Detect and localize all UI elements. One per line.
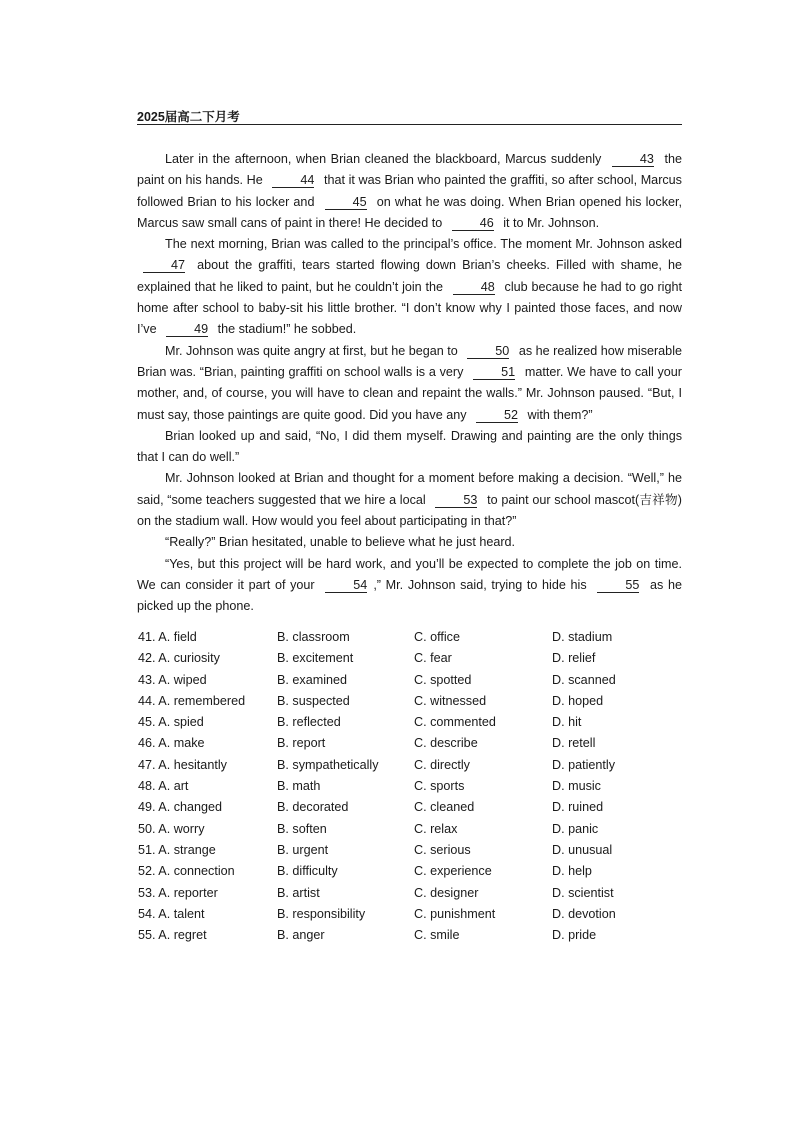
option-choice: B. sympathetically <box>277 757 379 772</box>
option-row <box>138 715 698 736</box>
answer-blank: 49 <box>166 322 208 337</box>
exam-title: 2025届高二下月考 <box>137 110 240 124</box>
passage-text: to paint our school mascot(吉祥物) on the stadium wall. How would you feel about participating in that?” <box>137 492 682 529</box>
option-choice: B. soften <box>277 821 327 836</box>
passage-text: Later in the afternoon, when Brian cleaned the blackboard, Marcus suddenly <box>165 152 606 166</box>
option-choice: B. classroom <box>277 630 350 644</box>
option-row <box>138 779 698 800</box>
option-choice: C. witnessed <box>414 693 487 708</box>
option-choice: D. retell <box>552 736 596 751</box>
option-choice: C. smile <box>414 928 460 943</box>
answer-blank: 50 <box>467 344 509 359</box>
option-choice: C. fear <box>414 651 452 666</box>
option-row <box>138 822 698 843</box>
option-choice: D. pride <box>552 928 597 943</box>
option-row <box>138 843 698 864</box>
option-choice: 43. A. wiped <box>138 672 207 687</box>
option-choice: C. cleaned <box>414 800 475 815</box>
option-choice: 46. A. make <box>138 736 205 751</box>
answer-blank: 54 <box>325 578 367 593</box>
option-choice: C. relax <box>414 821 458 836</box>
passage-paragraph <box>137 554 682 618</box>
passage-text: it to Mr. Johnson. <box>499 215 600 230</box>
passage-text: Brian looked up and said, “No, I did them myself. Drawing and painting are the only things that I can do well.” <box>137 428 682 465</box>
option-row <box>138 630 698 651</box>
option-choice: B. decorated <box>277 800 349 815</box>
passage-text: “Really?” Brian hesitated, unable to believe what he just heard. <box>165 535 516 550</box>
passage-text: with them?” <box>524 407 593 422</box>
option-choice: B. artist <box>277 885 320 900</box>
passage-text: as he picked up the phone. <box>137 577 683 614</box>
answer-blank: 52 <box>476 408 518 423</box>
passage-paragraph <box>137 532 682 553</box>
option-choice: 47. A. hesitantly <box>138 757 227 772</box>
option-row <box>138 736 698 757</box>
option-choice: D. patiently <box>552 757 615 772</box>
option-choice: 48. A. art <box>138 779 189 794</box>
option-choice: C. serious <box>414 842 471 857</box>
passage-text: that it was Brian who painted the graffiti, so after school, Marcus followed Brian to his locker and <box>137 173 682 209</box>
passage-text: the stadium!” he sobbed. <box>214 322 357 337</box>
option-choice: B. anger <box>277 928 325 943</box>
passage-paragraph <box>137 426 682 469</box>
option-choice: B. urgent <box>277 842 329 857</box>
option-choice: B. report <box>277 736 326 751</box>
option-choice: 52. A. connection <box>138 864 235 879</box>
option-choice: 45. A. spied <box>138 715 204 730</box>
answer-blank: 46 <box>452 216 494 231</box>
option-choice: 53. A. reporter <box>138 885 218 900</box>
option-row <box>138 758 698 779</box>
option-choice: C. designer <box>414 885 479 900</box>
passage-paragraph <box>137 468 682 532</box>
option-row <box>138 864 698 885</box>
passage-text: “Yes, but this project will be hard work, and you’ll be expected to complete the job on time. We can consider it part of your <box>137 556 682 592</box>
option-choice: 51. A. strange <box>138 842 216 857</box>
answer-blank: 47 <box>143 258 185 273</box>
option-choice: C. office <box>414 630 460 644</box>
option-choice: B. examined <box>277 672 348 687</box>
option-choice: D. help <box>552 864 592 879</box>
option-choice: B. math <box>277 779 321 794</box>
option-choice: B. responsibility <box>277 906 366 921</box>
option-choice: C. describe <box>414 736 478 751</box>
option-choice: C. directly <box>414 757 470 772</box>
passage-text: Mr. Johnson looked at Brian and thought for a moment before making a decision. “Well,” he said, “some teachers suggested that we hire a local <box>137 471 682 507</box>
option-choice: C. punishment <box>414 906 496 921</box>
page-header <box>137 107 682 125</box>
option-choice: 50. A. worry <box>138 821 205 836</box>
option-choice: C. sports <box>414 779 465 794</box>
option-choice: 44. A. remembered <box>138 693 246 708</box>
passage-text: The next morning, Brian was called to the principal’s office. The moment Mr. Johnson asked <box>165 237 682 252</box>
option-choice: D. scientist <box>552 885 614 900</box>
option-choice: D. panic <box>552 821 599 836</box>
option-choice: 42. A. curiosity <box>138 651 220 666</box>
option-row <box>138 651 698 672</box>
option-row <box>138 928 698 949</box>
passage-text: ,” Mr. Johnson said, trying to hide his <box>373 577 592 592</box>
passage-text: as he realized how miserable Brian was. “Brian, painting graffiti on school walls is a very <box>137 343 682 379</box>
answer-blank: 43 <box>612 152 654 167</box>
option-choice: D. stadium <box>552 630 613 644</box>
option-choice: D. music <box>552 779 601 794</box>
answer-blank: 45 <box>325 195 367 210</box>
header-rule <box>137 124 682 125</box>
option-choice: D. relief <box>552 651 596 666</box>
option-choice: B. difficulty <box>277 864 338 879</box>
option-choice: D. hoped <box>552 693 604 708</box>
option-choice: C. experience <box>414 864 492 879</box>
passage-text: matter. We have to call your mother, and, of course, you will have to clean and repaint the walls.” Mr. Johnson paused. “But, I must say, those paintings are quite good. Did you have any <box>137 364 683 422</box>
passage-paragraph <box>137 149 682 234</box>
option-row <box>138 907 698 928</box>
answer-options <box>138 630 698 949</box>
option-row <box>138 673 698 694</box>
passage-text: the paint on his hands. He <box>137 152 682 188</box>
answer-blank: 48 <box>453 280 495 295</box>
option-choice: B. excitement <box>277 651 354 666</box>
option-choice: D. hit <box>552 715 582 730</box>
passage-paragraph <box>137 341 682 426</box>
answer-blank: 55 <box>597 578 639 593</box>
option-choice: D. unusual <box>552 842 613 857</box>
option-choice: D. ruined <box>552 800 604 815</box>
passage-text: club because he had to go right home after school to baby-sit his little brother. “I don’t know why I painted those faces, and now I’ve <box>137 279 682 337</box>
answer-blank: 53 <box>435 493 477 508</box>
passage-text: Mr. Johnson was quite angry at first, but he began to <box>165 343 462 358</box>
option-choice: C. commented <box>414 715 496 730</box>
option-row <box>138 694 698 715</box>
option-choice: 54. A. talent <box>138 906 205 921</box>
option-choice: B. suspected <box>277 693 350 708</box>
option-row <box>138 800 698 821</box>
option-choice: 55. A. regret <box>138 928 207 943</box>
option-row <box>138 886 698 907</box>
passage-text: about the graffiti, tears started flowing down Brian’s cheeks. Filled with shame, he explained that he liked to paint, but he couldn’t join the <box>137 258 682 294</box>
cloze-passage <box>137 149 682 618</box>
passage-paragraph <box>137 234 682 340</box>
answer-blank: 44 <box>272 173 314 188</box>
option-choice: 49. A. changed <box>138 800 223 815</box>
answer-blank: 51 <box>473 365 515 380</box>
option-choice: C. spotted <box>414 672 472 687</box>
option-choice: B. reflected <box>277 715 341 730</box>
option-choice: D. scanned <box>552 672 616 687</box>
option-choice: D. devotion <box>552 906 616 921</box>
option-choice: 41. A. field <box>138 630 197 644</box>
passage-text: on what he was doing. When Brian opened his locker, Marcus saw small cans of paint in there! He decided to <box>137 194 682 230</box>
